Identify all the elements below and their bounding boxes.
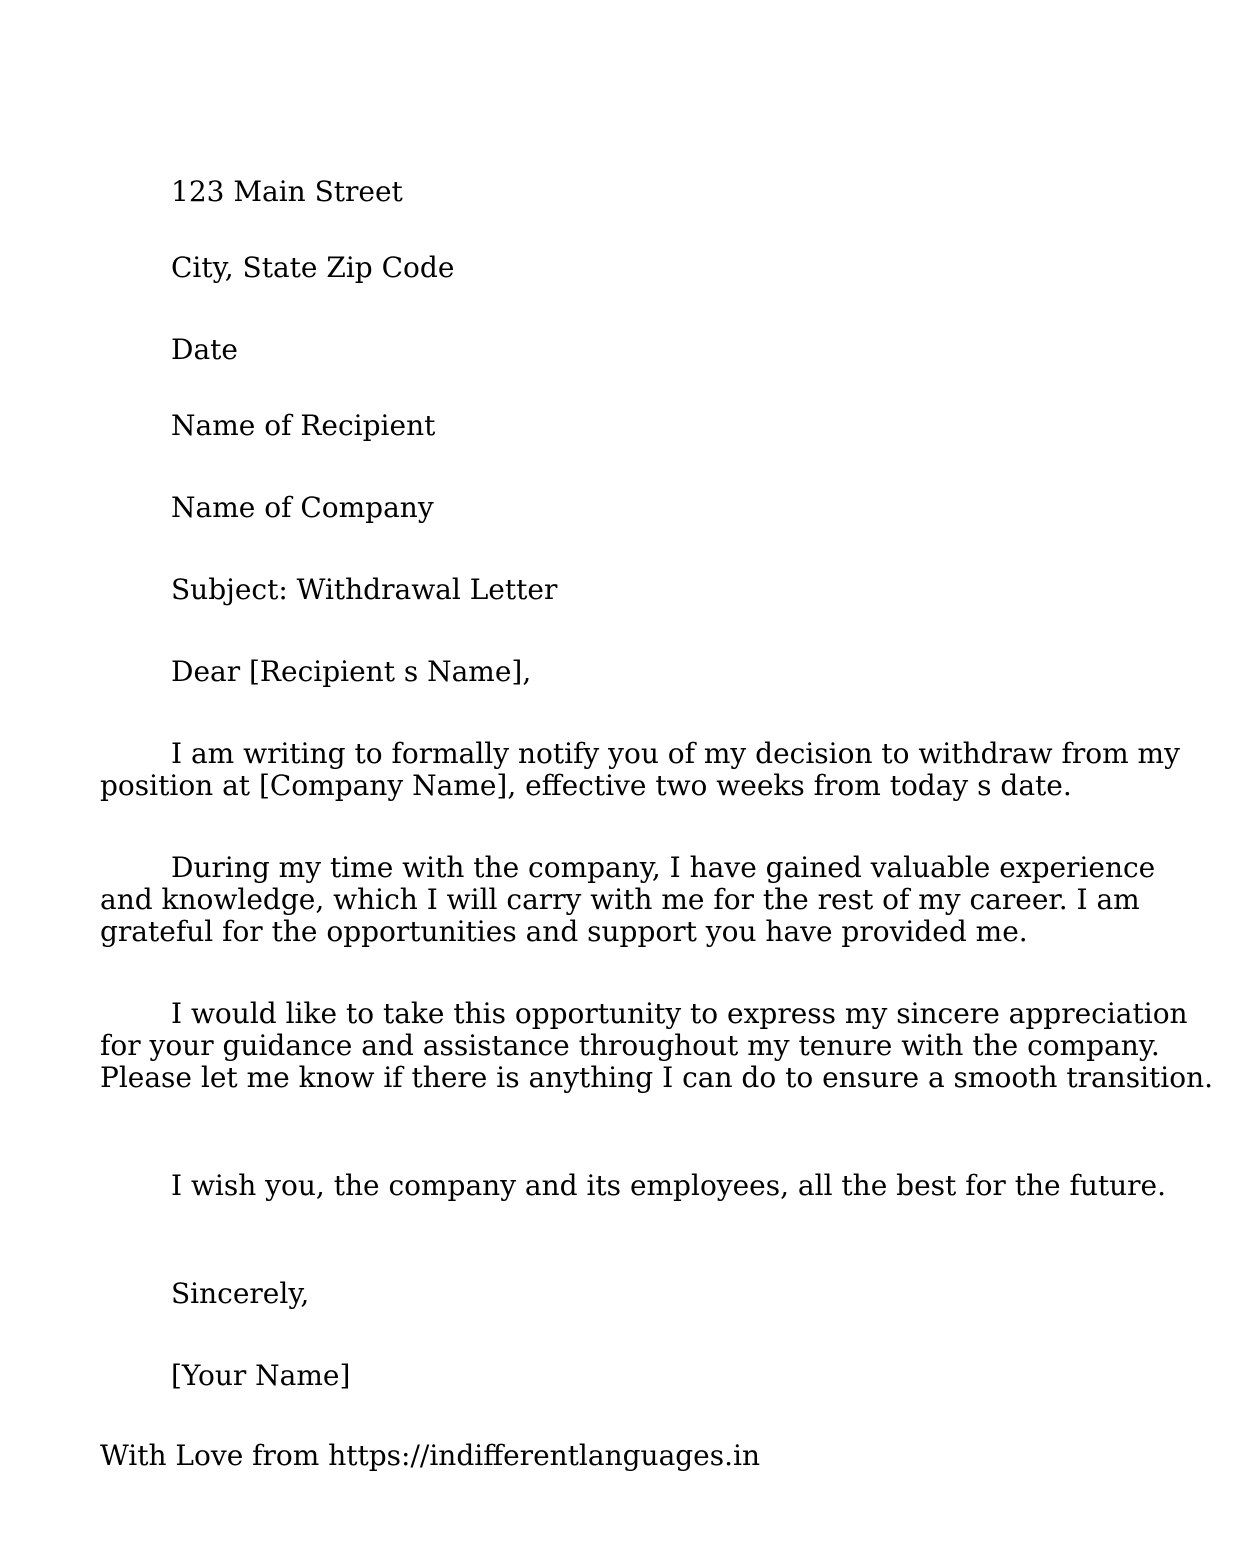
body-paragraph-3: I would like to take this opportunity to express my sincere appreciation for your guidance and assistance throughout my tenure with the company. Please let me know if there is anything I can do to ensure a smooth transition. [100, 997, 1214, 1094]
sender-address-line-1: 123 Main Street [171, 175, 403, 208]
body-paragraph-1: I am writing to formally notify you of my decision to withdraw from my position at [Company Name], effective two weeks from today s date. [100, 737, 1180, 802]
recipient-name: Name of Recipient [171, 409, 436, 442]
letter-closing: Sincerely, [171, 1277, 310, 1310]
recipient-company: Name of Company [171, 491, 434, 524]
letter-signature: [Your Name] [171, 1359, 351, 1392]
body-paragraph-4: I wish you, the company and its employees, all the best for the future. [171, 1169, 1166, 1202]
letter-subject: Subject: Withdrawal Letter [171, 573, 558, 606]
body-paragraph-2: During my time with the company, I have gained valuable experience and knowledge, which I will carry with me for the rest of my career. I am grateful for the opportunities and support you have provided me. [100, 851, 1156, 948]
letter-date: Date [171, 333, 238, 366]
letter-salutation: Dear [Recipient s Name], [171, 655, 532, 688]
footer-credit: With Love from https://indifferentlanguages.in [100, 1439, 761, 1472]
sender-address-line-2: City, State Zip Code [171, 251, 455, 284]
